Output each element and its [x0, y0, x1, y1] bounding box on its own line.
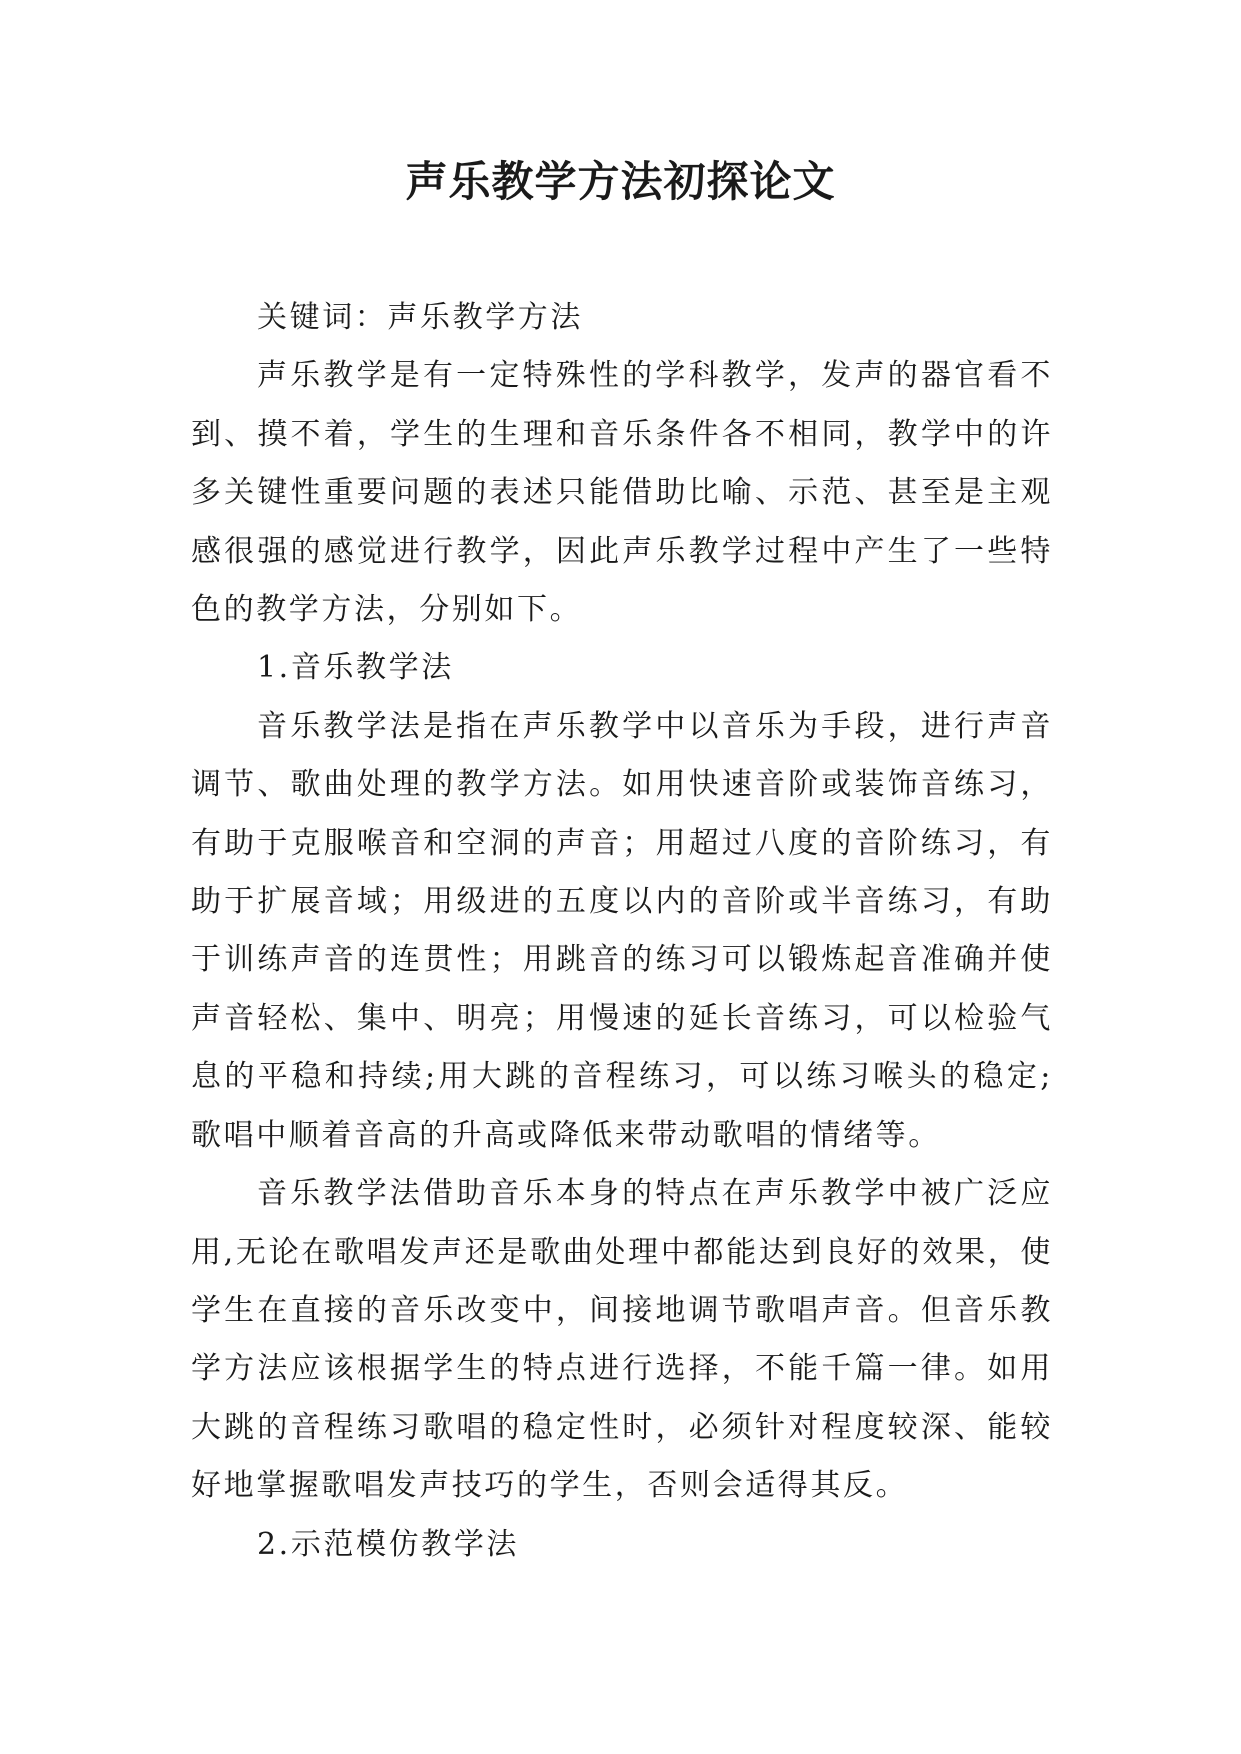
section-1-paragraph-1: 音乐教学法是指在声乐教学中以音乐为手段，进行声音调节、歌曲处理的教学方法。如用快速音阶或装饰音练习，有助于克服喉音和空洞的声音；用超过八度的音阶练习，有助于扩展音域；用级进的五度以内的音阶或半音练习，有助于训练声音的连贯性；用跳音的练习可以锻炼起音准确并使声音轻松、集中、明亮；用慢速的延长音练习，可以检验气息的平稳和持续;用大跳的音程练习，可以练习喉头的稳定;歌唱中顺着音高的升高或降低来带动歌唱的情绪等。 [191, 708, 1053, 1153]
intro-paragraph: 声乐教学是有一定特殊性的学科教学，发声的器官看不到、摸不着，学生的生理和音乐条件各不相同，教学中的许多关键性重要问题的表述只能借助比喻、示范、甚至是主观感很强的感觉进行教学，因此声乐教学过程中产生了一些特色的教学方法，分别如下。 [191, 358, 1053, 628]
document-title: 声乐教学方法初探论文 [405, 157, 836, 206]
section-1-paragraph-2: 音乐教学法借助音乐本身的特点在声乐教学中被广泛应用,无论在歌唱发声还是歌曲处理中都能达到良好的效果，使学生在直接的音乐改变中，间接地调节歌唱声音。但音乐教学方法应该根据学生的特点进行选择，不能千篇一律。如用大跳的音程练习歌唱的稳定性时，必须针对程度较深、能较好地掌握歌唱发声技巧的学生，否则会适得其反。 [191, 1176, 1053, 1504]
section-heading-1: 1.音乐教学法 [257, 650, 454, 686]
keywords-line: 关键词：声乐教学方法 [257, 300, 583, 335]
document-body [191, 289, 1053, 1574]
section-heading-2: 2.示范模仿教学法 [257, 1526, 520, 1562]
